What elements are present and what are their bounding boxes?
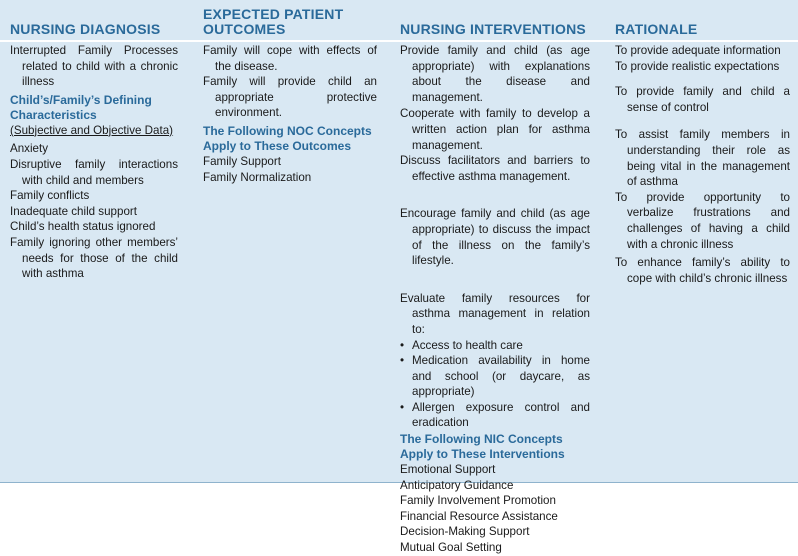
rationale-item: To provide opportunity to verbalize frustrations and challenges of having a child with a chronic illness	[615, 190, 790, 251]
noc-item: Family Support	[203, 154, 281, 168]
bullet-text: Medication availability in home and school (or daycare, as appropriate)	[412, 354, 590, 399]
intervention-item: Provide family and child (as age appropriate) with explanations about the disease and management.	[400, 44, 590, 104]
header-rationale: RATIONALE	[615, 21, 698, 37]
header-expected-outcomes	[203, 7, 343, 37]
noc-concepts-title: The Following NOC Concepts Apply to These Outcomes	[203, 123, 372, 153]
nic-concepts-title: The Following NIC Concepts Apply to These Interventions	[400, 432, 565, 462]
rationale-item: To enhance family’s ability to cope with child’s chronic illness	[615, 256, 790, 285]
rationale-column	[615, 43, 790, 286]
list-item: Family conflicts	[10, 189, 90, 203]
rationale-item: To provide family and child a sense of control	[615, 85, 790, 114]
list-item: Child’s health status ignored	[10, 220, 156, 234]
bullet-icon: •	[400, 400, 405, 414]
header-outcomes-line1: EXPECTED PATIENT	[203, 6, 344, 22]
list-item: Family ignoring other members’ needs for those of the child with asthma	[10, 235, 178, 281]
nic-item: Family Involvement Promotion	[400, 494, 556, 508]
intervention-item: Discuss facilitators and barriers to effective asthma management.	[400, 154, 590, 183]
defining-characteristics-title: Child’s/Family’s Defining Characteristics	[10, 92, 152, 122]
bullet-text: Allergen exposure control and eradication	[412, 400, 590, 430]
rationale-item: To provide adequate information	[615, 44, 781, 57]
characteristics-list	[10, 141, 178, 281]
diagnosis-column	[10, 43, 178, 282]
header-outcomes-line2: OUTCOMES	[203, 21, 286, 37]
bullet-icon: •	[400, 338, 405, 352]
resource-bullet	[400, 400, 590, 431]
noc-item: Family Normalization	[203, 170, 312, 184]
resource-bullet	[400, 338, 590, 354]
intervention-item: Evaluate family resources for asthma management in relation to:	[400, 291, 590, 336]
nic-item: Mutual Goal Setting	[400, 541, 502, 555]
list-item: Disruptive family interactions with child and members	[10, 157, 178, 187]
rationale-item: To provide realistic expectations	[615, 59, 780, 73]
interventions-column	[400, 43, 590, 556]
defining-characteristics-subtitle: (Subjective and Objective Data)	[10, 123, 174, 137]
intervention-item: Cooperate with family to develop a written action plan for asthma management.	[400, 107, 590, 152]
list-item: Inadequate child support	[10, 204, 137, 218]
header-nursing-diagnosis: NURSING DIAGNOSIS	[10, 21, 161, 37]
header-nursing-interventions: NURSING INTERVENTIONS	[400, 21, 586, 37]
intervention-item: Encourage family and child (as age appropriate) to discuss the impact of the illness on the family’s lifestyle.	[400, 207, 590, 268]
nic-item: Anticipatory Guidance	[400, 478, 514, 492]
bullet-icon: •	[400, 354, 405, 368]
list-item: Anxiety	[10, 142, 49, 156]
resource-bullet	[400, 353, 590, 400]
outcome-item: Family will cope with effects of the disease.	[203, 44, 377, 73]
bullet-text: Access to health care	[412, 338, 523, 352]
outcome-item: Family will provide child an appropriate protective environment.	[203, 75, 377, 120]
nic-item: Decision-Making Support	[400, 525, 530, 539]
rationale-item: To assist family members in understanding their role as being vital in the management of asthma	[615, 128, 790, 189]
table-header	[0, 0, 798, 42]
outcomes-column	[203, 43, 377, 185]
nic-item: Emotional Support	[400, 463, 496, 477]
diagnosis-main: Interrupted Family Processes related to child with a chronic illness	[10, 44, 178, 89]
nic-item: Financial Resource Assistance	[400, 509, 558, 523]
